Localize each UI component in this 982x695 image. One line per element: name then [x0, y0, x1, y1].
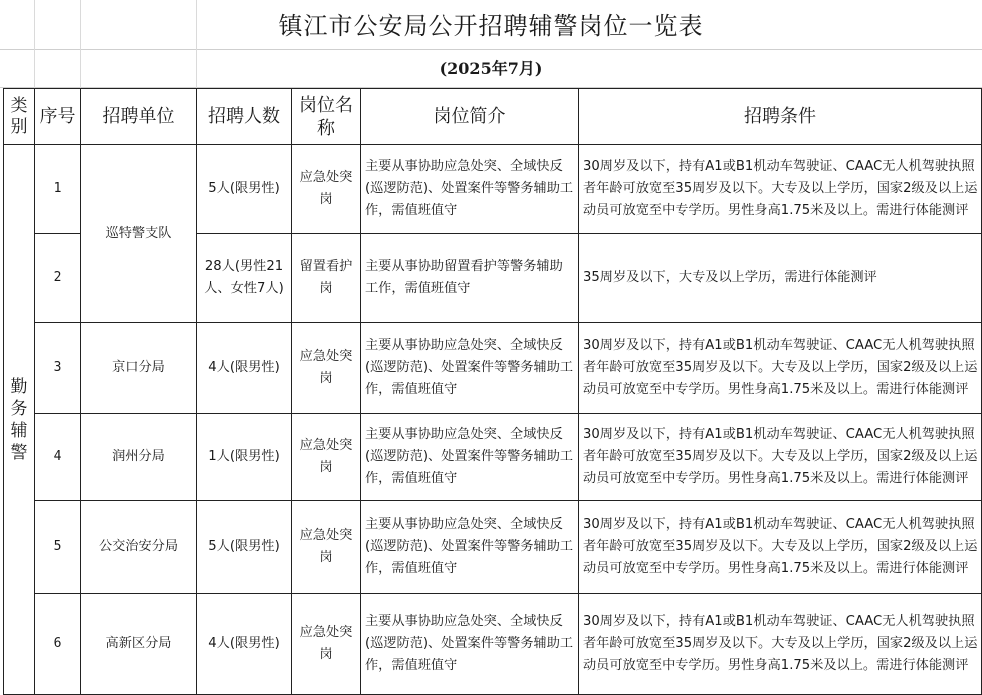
category-cell — [4, 145, 35, 695]
row-requirements: 30周岁及以下，持有A1或B1机动车驾驶证、CAAC无人机驾驶执照者年龄可放宽至35周岁及以下。大专及以上学历，国家2级及以上运动员可放宽至中专学历。男性身高1.75米及以上。需进行体能测评 — [579, 501, 982, 594]
table-row — [4, 501, 982, 594]
row-unit: 润州分局 — [81, 414, 197, 501]
row-requirements: 30周岁及以下，持有A1或B1机动车驾驶证、CAAC无人机驾驶执照者年龄可放宽至35周岁及以下。大专及以上学历，国家2级及以上运动员可放宽至中专学历。男性身高1.75米及以上。需进行体能测评 — [579, 414, 982, 501]
row-description: 主要从事协助应急处突、全域快反(巡逻防范)、处置案件等警务辅助工作，需值班值守 — [361, 414, 579, 501]
row-count: 1人(限男性) — [197, 414, 292, 501]
row-count: 5人(限男性) — [197, 501, 292, 594]
row-unit: 高新区分局 — [81, 594, 197, 695]
table-row — [4, 145, 982, 234]
row-description: 主要从事协助应急处突、全域快反(巡逻防范)、处置案件等警务辅助工作，需值班值守 — [361, 145, 579, 234]
page-title: 镇江市公安局公开招聘辅警岗位一览表 — [278, 12, 704, 40]
row-index: 5 — [35, 501, 81, 594]
row-position: 应急处突岗 — [292, 501, 361, 594]
row-requirements: 30周岁及以下，持有A1或B1机动车驾驶证、CAAC无人机驾驶执照者年龄可放宽至35周岁及以下。大专及以上学历，国家2级及以上运动员可放宽至中专学历。男性身高1.75米及以上。需进行体能测评 — [579, 145, 982, 234]
table-row — [4, 414, 982, 501]
page-subtitle: (2025年7月) — [439, 59, 543, 78]
row-position: 应急处突岗 — [292, 323, 361, 414]
row-unit: 京口分局 — [81, 323, 197, 414]
row-count: 4人(限男性) — [197, 594, 292, 695]
row-position: 应急处突岗 — [292, 594, 361, 695]
row-count: 28人(男性21人、女性7人) — [197, 234, 292, 323]
row-index: 6 — [35, 594, 81, 695]
row-requirements: 35周岁及以下，大专及以上学历，需进行体能测评 — [579, 234, 982, 323]
title-row — [0, 0, 982, 50]
header-requirements: 招聘条件 — [579, 89, 982, 145]
row-position: 应急处突岗 — [292, 414, 361, 501]
row-unit: 公交治安分局 — [81, 501, 197, 594]
row-count: 5人(限男性) — [197, 145, 292, 234]
header-index: 序号 — [35, 89, 81, 145]
row-description: 主要从事协助留置看护等警务辅助工作，需值班值守 — [361, 234, 579, 323]
row-count: 4人(限男性) — [197, 323, 292, 414]
row-description: 主要从事协助应急处突、全域快反(巡逻防范)、处置案件等警务辅助工作，需值班值守 — [361, 323, 579, 414]
header-category: 类别 — [4, 89, 35, 145]
spreadsheet-gridline — [34, 0, 35, 88]
header-description: 岗位简介 — [361, 89, 579, 145]
category-label: 勤务辅警 — [10, 376, 28, 463]
row-unit: 巡特警支队 — [81, 145, 197, 323]
table-row — [4, 323, 982, 414]
row-description: 主要从事协助应急处突、全域快反(巡逻防范)、处置案件等警务辅助工作，需值班值守 — [361, 501, 579, 594]
subtitle-row — [0, 50, 982, 88]
header-count: 招聘人数 — [197, 89, 292, 145]
header-position: 岗位名称 — [292, 89, 361, 145]
row-index: 2 — [35, 234, 81, 323]
row-index: 1 — [35, 145, 81, 234]
row-index: 4 — [35, 414, 81, 501]
table-header-row — [4, 89, 982, 145]
row-index: 3 — [35, 323, 81, 414]
row-position: 留置看护岗 — [292, 234, 361, 323]
spreadsheet-gridline — [80, 0, 81, 88]
table-row — [4, 594, 982, 695]
header-unit: 招聘单位 — [81, 89, 197, 145]
positions-table — [3, 88, 982, 695]
spreadsheet-gridline — [196, 0, 197, 88]
row-position: 应急处突岗 — [292, 145, 361, 234]
row-requirements: 30周岁及以下，持有A1或B1机动车驾驶证、CAAC无人机驾驶执照者年龄可放宽至35周岁及以下。大专及以上学历，国家2级及以上运动员可放宽至中专学历。男性身高1.75米及以上。需进行体能测评 — [579, 594, 982, 695]
row-description: 主要从事协助应急处突、全域快反(巡逻防范)、处置案件等警务辅助工作，需值班值守 — [361, 594, 579, 695]
row-requirements: 30周岁及以下，持有A1或B1机动车驾驶证、CAAC无人机驾驶执照者年龄可放宽至35周岁及以下。大专及以上学历，国家2级及以上运动员可放宽至中专学历。男性身高1.75米及以上。需进行体能测评 — [579, 323, 982, 414]
